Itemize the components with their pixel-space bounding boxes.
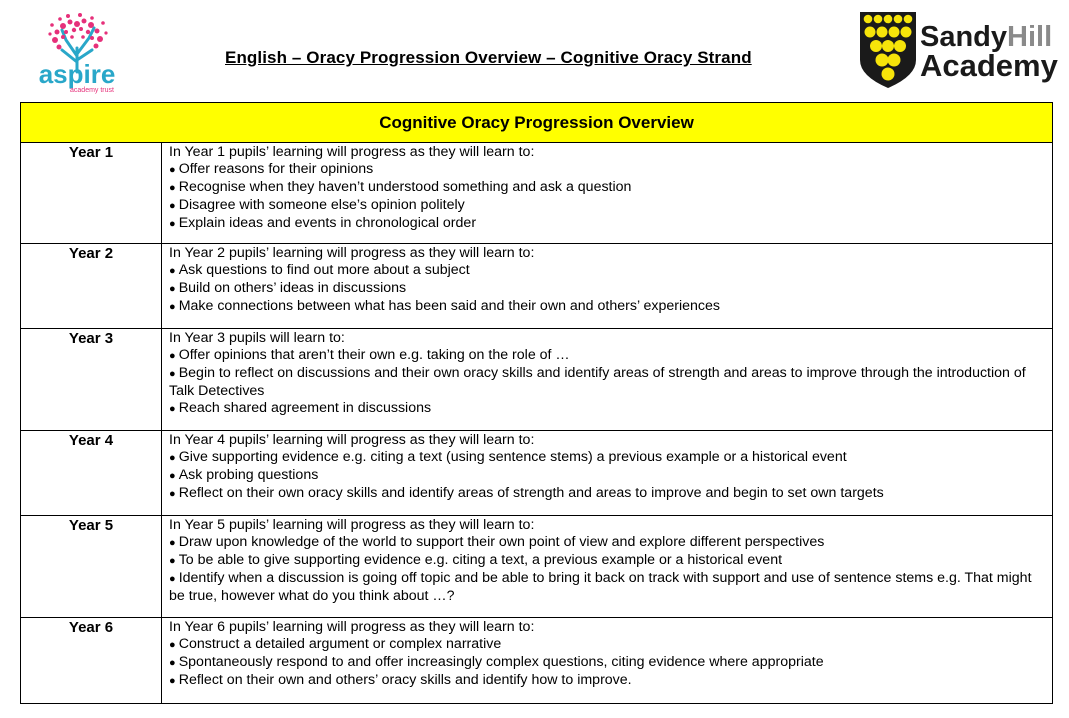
objective-text: Disagree with someone else’s opinion politely [178, 197, 465, 213]
year-objectives [162, 516, 1053, 618]
objective-text: Construct a detailed argument or complex narrative [178, 636, 502, 652]
objective-text: Give supporting evidence e.g. citing a text (using sentence stems) a previous example or a historical event [178, 449, 847, 465]
table-row [21, 431, 1053, 516]
objective-bullet [169, 298, 1046, 316]
aspire-logo [22, 10, 132, 94]
objective-bullet [169, 365, 1046, 400]
shield-icon [860, 12, 916, 88]
objective-text: Make connections between what has been said and their own and others’ experiences [178, 298, 721, 314]
objective-bullet [169, 179, 1046, 197]
table-row [21, 618, 1053, 704]
year-label: Year 5 [21, 516, 162, 618]
year-label: Year 3 [21, 329, 162, 431]
year-label: Year 2 [21, 244, 162, 329]
year-objectives [162, 431, 1053, 516]
objectives-intro: In Year 2 pupils’ learning will progress as they will learn to: [169, 245, 535, 261]
year-objectives [162, 143, 1053, 244]
objective-bullet [169, 467, 1046, 485]
objective-text: Explain ideas and events in chronological order [178, 215, 477, 231]
objective-bullet [169, 534, 1046, 552]
objectives-intro: In Year 4 pupils’ learning will progress as they will learn to: [169, 432, 535, 448]
objective-bullet [169, 280, 1046, 298]
objective-bullet [169, 552, 1046, 570]
table-heading-row [21, 103, 1053, 143]
table-row [21, 244, 1053, 329]
objective-text: Reach shared agreement in discussions [178, 400, 432, 416]
objectives-intro: In Year 1 pupils’ learning will progress as they will learn to: [169, 144, 535, 160]
objective-bullet [169, 672, 1046, 690]
document-title: English – Oracy Progression Overview – Cognitive Oracy Strand [225, 48, 752, 67]
objective-bullet [169, 449, 1046, 467]
objective-text: Build on others’ ideas in discussions [178, 280, 407, 296]
objective-text: Ask questions to find out more about a subject [178, 262, 470, 278]
objective-bullet [169, 654, 1046, 672]
objective-bullet [169, 197, 1046, 215]
objective-text: Begin to reflect on discussions and their own oracy skills and identify areas of strength and areas to improve through the introduction of Talk Detectives [169, 365, 1026, 399]
svg-text:academy trust: academy trust [70, 87, 114, 94]
objective-text: Offer opinions that aren’t their own e.g. taking on the role of … [178, 347, 570, 363]
year-objectives [162, 618, 1053, 704]
objectives-intro: In Year 6 pupils’ learning will progress as they will learn to: [169, 619, 535, 635]
objective-bullet [169, 262, 1046, 280]
objective-text: Ask probing questions [178, 467, 319, 483]
svg-text:Academy: Academy [920, 48, 1058, 83]
year-label: Year 4 [21, 431, 162, 516]
sandy-hill-academy-logo [858, 10, 1058, 90]
objective-bullet [169, 570, 1046, 605]
objective-text: Draw upon knowledge of the world to support their own point of view and explore different perspectives [178, 534, 825, 550]
objective-text: Identify when a discussion is going off topic and be able to bring it back on track with support and use of sentence stems e.g. That might be true, however what do you think about …? [169, 570, 1032, 604]
objective-bullet [169, 215, 1046, 233]
objective-text: Spontaneously respond to and offer increasingly complex questions, citing evidence where appropriate [178, 654, 824, 670]
table-heading: Cognitive Oracy Progression Overview [21, 103, 1053, 143]
objective-text: To be able to give supporting evidence e.g. citing a text, a previous example or a historical event [178, 552, 783, 568]
objective-text: Offer reasons for their opinions [178, 161, 374, 177]
objective-bullet [169, 636, 1046, 654]
table-row [21, 143, 1053, 244]
objective-bullet [169, 485, 1046, 503]
year-objectives [162, 329, 1053, 431]
objectives-intro: In Year 5 pupils’ learning will progress as they will learn to: [169, 517, 535, 533]
objective-text: Reflect on their own and others’ oracy skills and identify how to improve. [178, 672, 632, 688]
objective-bullet [169, 400, 1046, 418]
progression-table [20, 102, 1053, 704]
svg-text:SandyHill: SandyHill [920, 21, 1053, 53]
table-row [21, 329, 1053, 431]
year-objectives [162, 244, 1053, 329]
year-label: Year 1 [21, 143, 162, 244]
table-row [21, 516, 1053, 618]
objective-bullet [169, 161, 1046, 179]
objective-text: Reflect on their own oracy skills and identify areas of strength and areas to improve and begin to set own targets [178, 485, 884, 501]
year-label: Year 6 [21, 618, 162, 704]
svg-text:aspire: aspire [38, 59, 116, 89]
objective-bullet [169, 347, 1046, 365]
objectives-intro: In Year 3 pupils will learn to: [169, 330, 345, 346]
objective-text: Recognise when they haven’t understood something and ask a question [178, 179, 632, 195]
